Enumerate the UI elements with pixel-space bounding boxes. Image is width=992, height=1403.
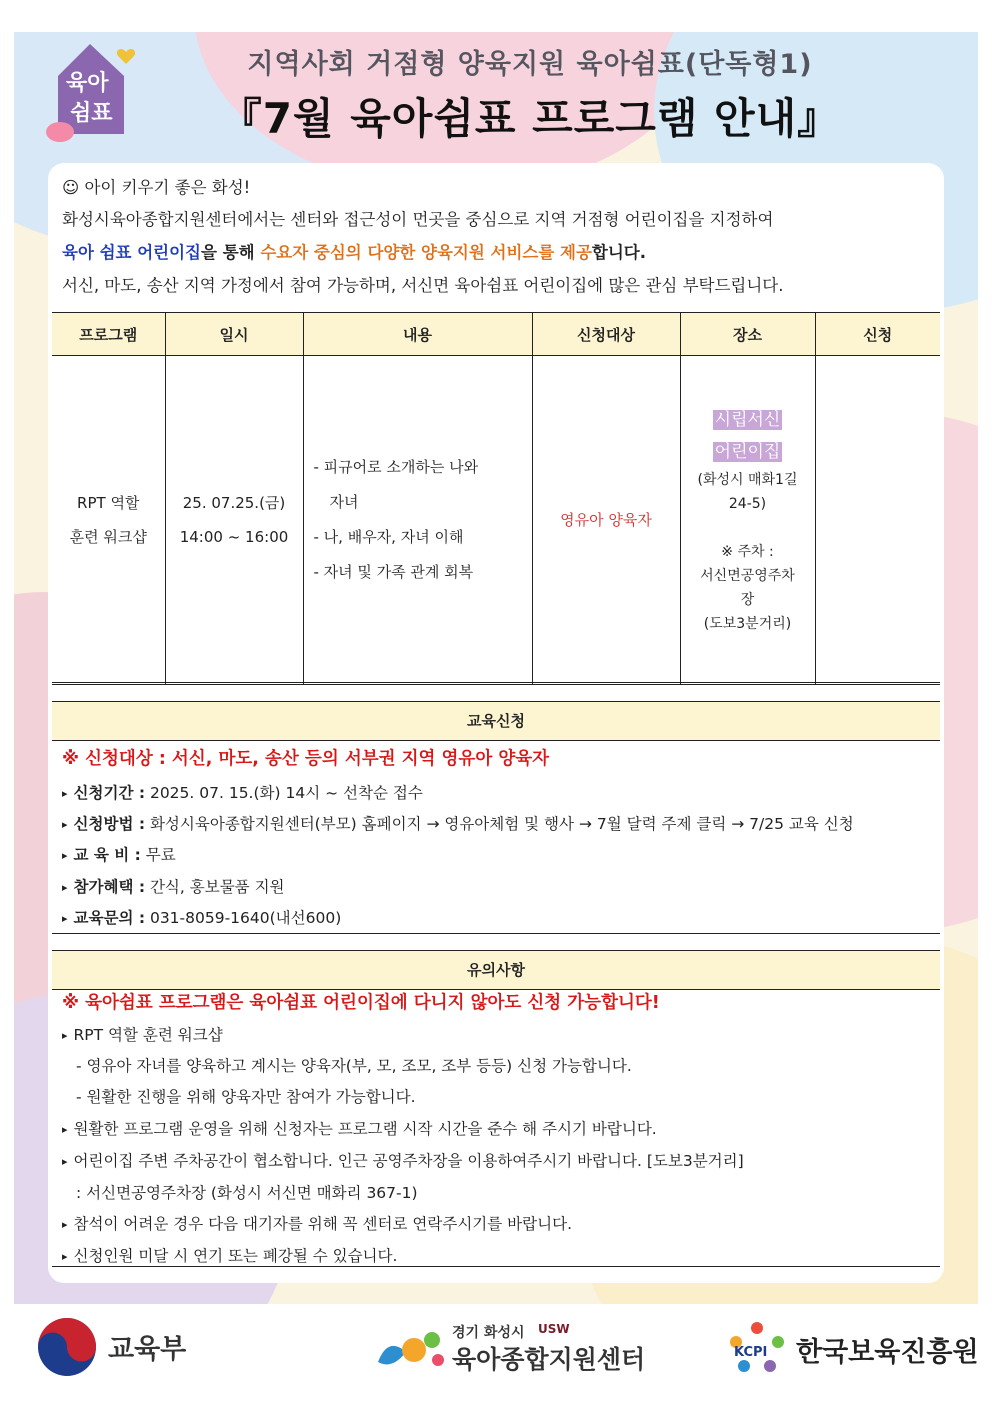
page-title: 『7월 육아쉼표 프로그램 안내』 [219, 94, 841, 143]
notice-line: - 원활한 진행을 위해 양육자만 참여가 가능합니다. [76, 1088, 416, 1106]
intro-highlight-service: 수요자 중심의 다양한 양육지원 서비스를 제공 [260, 243, 592, 262]
intro-line-2: 화성시육아종합지원센터에서는 센터와 접근성이 먼곳을 중심으로 지역 거점형 어린이집을 지정하여 [62, 210, 774, 229]
cell-date [165, 356, 303, 685]
notice-bottom-rule [52, 1266, 940, 1267]
content-line: 자녀 [329, 493, 359, 511]
kcpi-badge-text: KCPI [734, 1345, 768, 1360]
bullet-icon: ▸ [62, 1218, 68, 1231]
notice-text: 어린이집 주변 주차공간이 협소합니다. 인근 공영주차장을 이용하여주시기 바랍니다. [도보3분거리] [73, 1152, 744, 1170]
bullet-icon: ▸ [62, 787, 68, 800]
ministry-name: 교육부 [108, 1334, 187, 1365]
program-line-2: 훈련 워크샵 [69, 528, 147, 546]
col-header-target: 신청대상 [532, 313, 680, 356]
date-line-1: 25. 07.25.(금) [182, 494, 286, 512]
parking-label: ※ 주차 : [721, 544, 774, 560]
notice-section-header: 유의사항 [52, 950, 940, 990]
notice-line: - 영유아 자녀를 양육하고 계시는 양육자(부, 모, 조모, 조부 등등) 신청 가능합니다. [76, 1057, 632, 1075]
table-header-row [52, 313, 940, 356]
col-header-date: 일시 [165, 313, 303, 356]
education-item-value: 간식, 홍보물품 지원 [145, 878, 285, 896]
education-item-value: 031-8059-1640(내선600) [145, 909, 342, 927]
program-line-1: RPT 역할 [77, 494, 140, 512]
intro-line-4: 서신, 마도, 송산 지역 가정에서 참여 가능하며, 서신면 육아쉼표 어린이집에 많은 관심 부탁드립니다. [62, 276, 784, 295]
notice-text: 원활한 프로그램 운영을 위해 신청자는 프로그램 시작 시간을 준수 해 주시기 바랍니다. [73, 1120, 657, 1138]
notice-highlight: ※ 육아쉼표 프로그램은 육아쉼표 어린이집에 다니지 않아도 신청 가능합니다! [62, 993, 660, 1013]
bullet-icon: ▸ [62, 881, 68, 894]
education-item [62, 906, 341, 928]
yuka-swimpyo-logo [40, 36, 150, 148]
bullet-icon: ▸ [62, 912, 68, 925]
center-name: 육아종합지원센터 [452, 1345, 646, 1374]
content-line: - 피규어로 소개하는 나와 [313, 458, 479, 476]
col-header-place: 장소 [680, 313, 815, 356]
place-name-1: 시립서신 [714, 410, 781, 430]
bullet-icon: ▸ [62, 1155, 68, 1168]
col-header-content: 내용 [303, 313, 532, 356]
education-item-value: 무료 [140, 846, 176, 864]
col-header-apply: 신청 [815, 313, 940, 356]
education-item [62, 875, 285, 897]
notice-line [62, 1023, 223, 1045]
education-item-label: 교 육 비 : [73, 846, 141, 864]
notice-line: : 서신면공영주차장 (화성시 서신면 매화리 367-1) [76, 1184, 418, 1202]
intro-text: 을 통해 [201, 243, 261, 262]
cell-place [680, 356, 815, 685]
parking-line-2: 서신면공영주차 [700, 568, 795, 584]
notice-line [62, 1244, 397, 1266]
logo-text-2: 쉼표 [70, 101, 113, 126]
taegeuk-logo-icon [36, 1316, 98, 1378]
education-item-label: 교육문의 : [73, 909, 146, 927]
cell-content [303, 356, 532, 685]
kcpi-name: 한국보육진흥원 [796, 1337, 979, 1368]
education-item [62, 781, 423, 803]
notice-text: 신청인원 미달 시 연기 또는 폐강될 수 있습니다. [73, 1247, 398, 1265]
intro-line-3 [62, 239, 646, 263]
education-item-label: 참가혜택 : [73, 878, 146, 896]
education-item [62, 812, 854, 834]
notice-line [62, 1117, 657, 1139]
bullet-icon: ▸ [62, 818, 68, 831]
education-item [62, 843, 176, 865]
table-row [52, 356, 940, 685]
cell-apply [815, 356, 940, 685]
education-target-line: ※ 신청대상 : 서신, 마도, 송산 등의 서부권 지역 영유아 양육자 [62, 749, 550, 769]
intro-line-1: ☺ 아이 키우기 좋은 화성! [62, 178, 251, 197]
bullet-icon: ▸ [62, 1029, 68, 1042]
notice-text: RPT 역할 훈련 워크샵 [73, 1026, 223, 1044]
col-header-program: 프로그램 [52, 313, 165, 356]
content-line: - 나, 배우자, 자녀 이해 [313, 528, 464, 546]
center-region: 경기 화성시 [452, 1325, 525, 1341]
education-item-value: 2025. 07. 15.(화) 14시 ~ 선착순 접수 [145, 784, 423, 802]
childcare-center-logo-icon [368, 1326, 448, 1372]
place-address-2: 24-5) [728, 496, 767, 512]
parking-line-4: (도보3분거리) [703, 616, 792, 632]
content-line: - 자녀 및 가족 관계 회복 [313, 563, 474, 581]
education-item-value: 화성시육아종합지원센터(부모) 홈페이지 → 영유아체험 및 행사 → 7월 달력 주제 클릭 → 7/25 교육 신청 [145, 815, 854, 833]
notice-line [62, 1149, 744, 1171]
intro-text-end: 합니다. [591, 243, 646, 262]
education-item-label: 신청기간 : [73, 784, 146, 802]
bullet-icon: ▸ [62, 1250, 68, 1263]
place-address-1: (화성시 매화1길 [697, 472, 798, 488]
logo-text-1: 육아 [66, 71, 109, 96]
education-section-header: 교육신청 [52, 701, 940, 741]
intro-highlight-daycare: 육아 쉼표 어린이집 [62, 243, 202, 262]
notice-line [62, 1212, 572, 1234]
bullet-icon: ▸ [62, 1123, 68, 1136]
notice-text: 참석이 어려운 경우 다음 대기자를 위해 꼭 센터로 연락주시기를 바랍니다. [73, 1215, 572, 1233]
cell-target: 영유아 양육자 [532, 356, 680, 685]
education-item-label: 신청방법 : [73, 815, 146, 833]
bullet-icon: ▸ [62, 849, 68, 862]
kcpi-logo-icon [724, 1318, 790, 1380]
parking-line-3: 장 [740, 592, 755, 608]
cell-program [52, 356, 165, 685]
page-subtitle: 지역사회 거점형 양육지원 육아쉼표(단독형1) [247, 49, 813, 80]
program-table [52, 312, 940, 685]
table-bottom-rule [52, 682, 940, 683]
usw-logo-text: USW [538, 1322, 570, 1336]
place-name-2: 어린이집 [714, 442, 781, 462]
date-line-2: 14:00 ~ 16:00 [179, 528, 289, 546]
education-bottom-rule [52, 933, 940, 934]
